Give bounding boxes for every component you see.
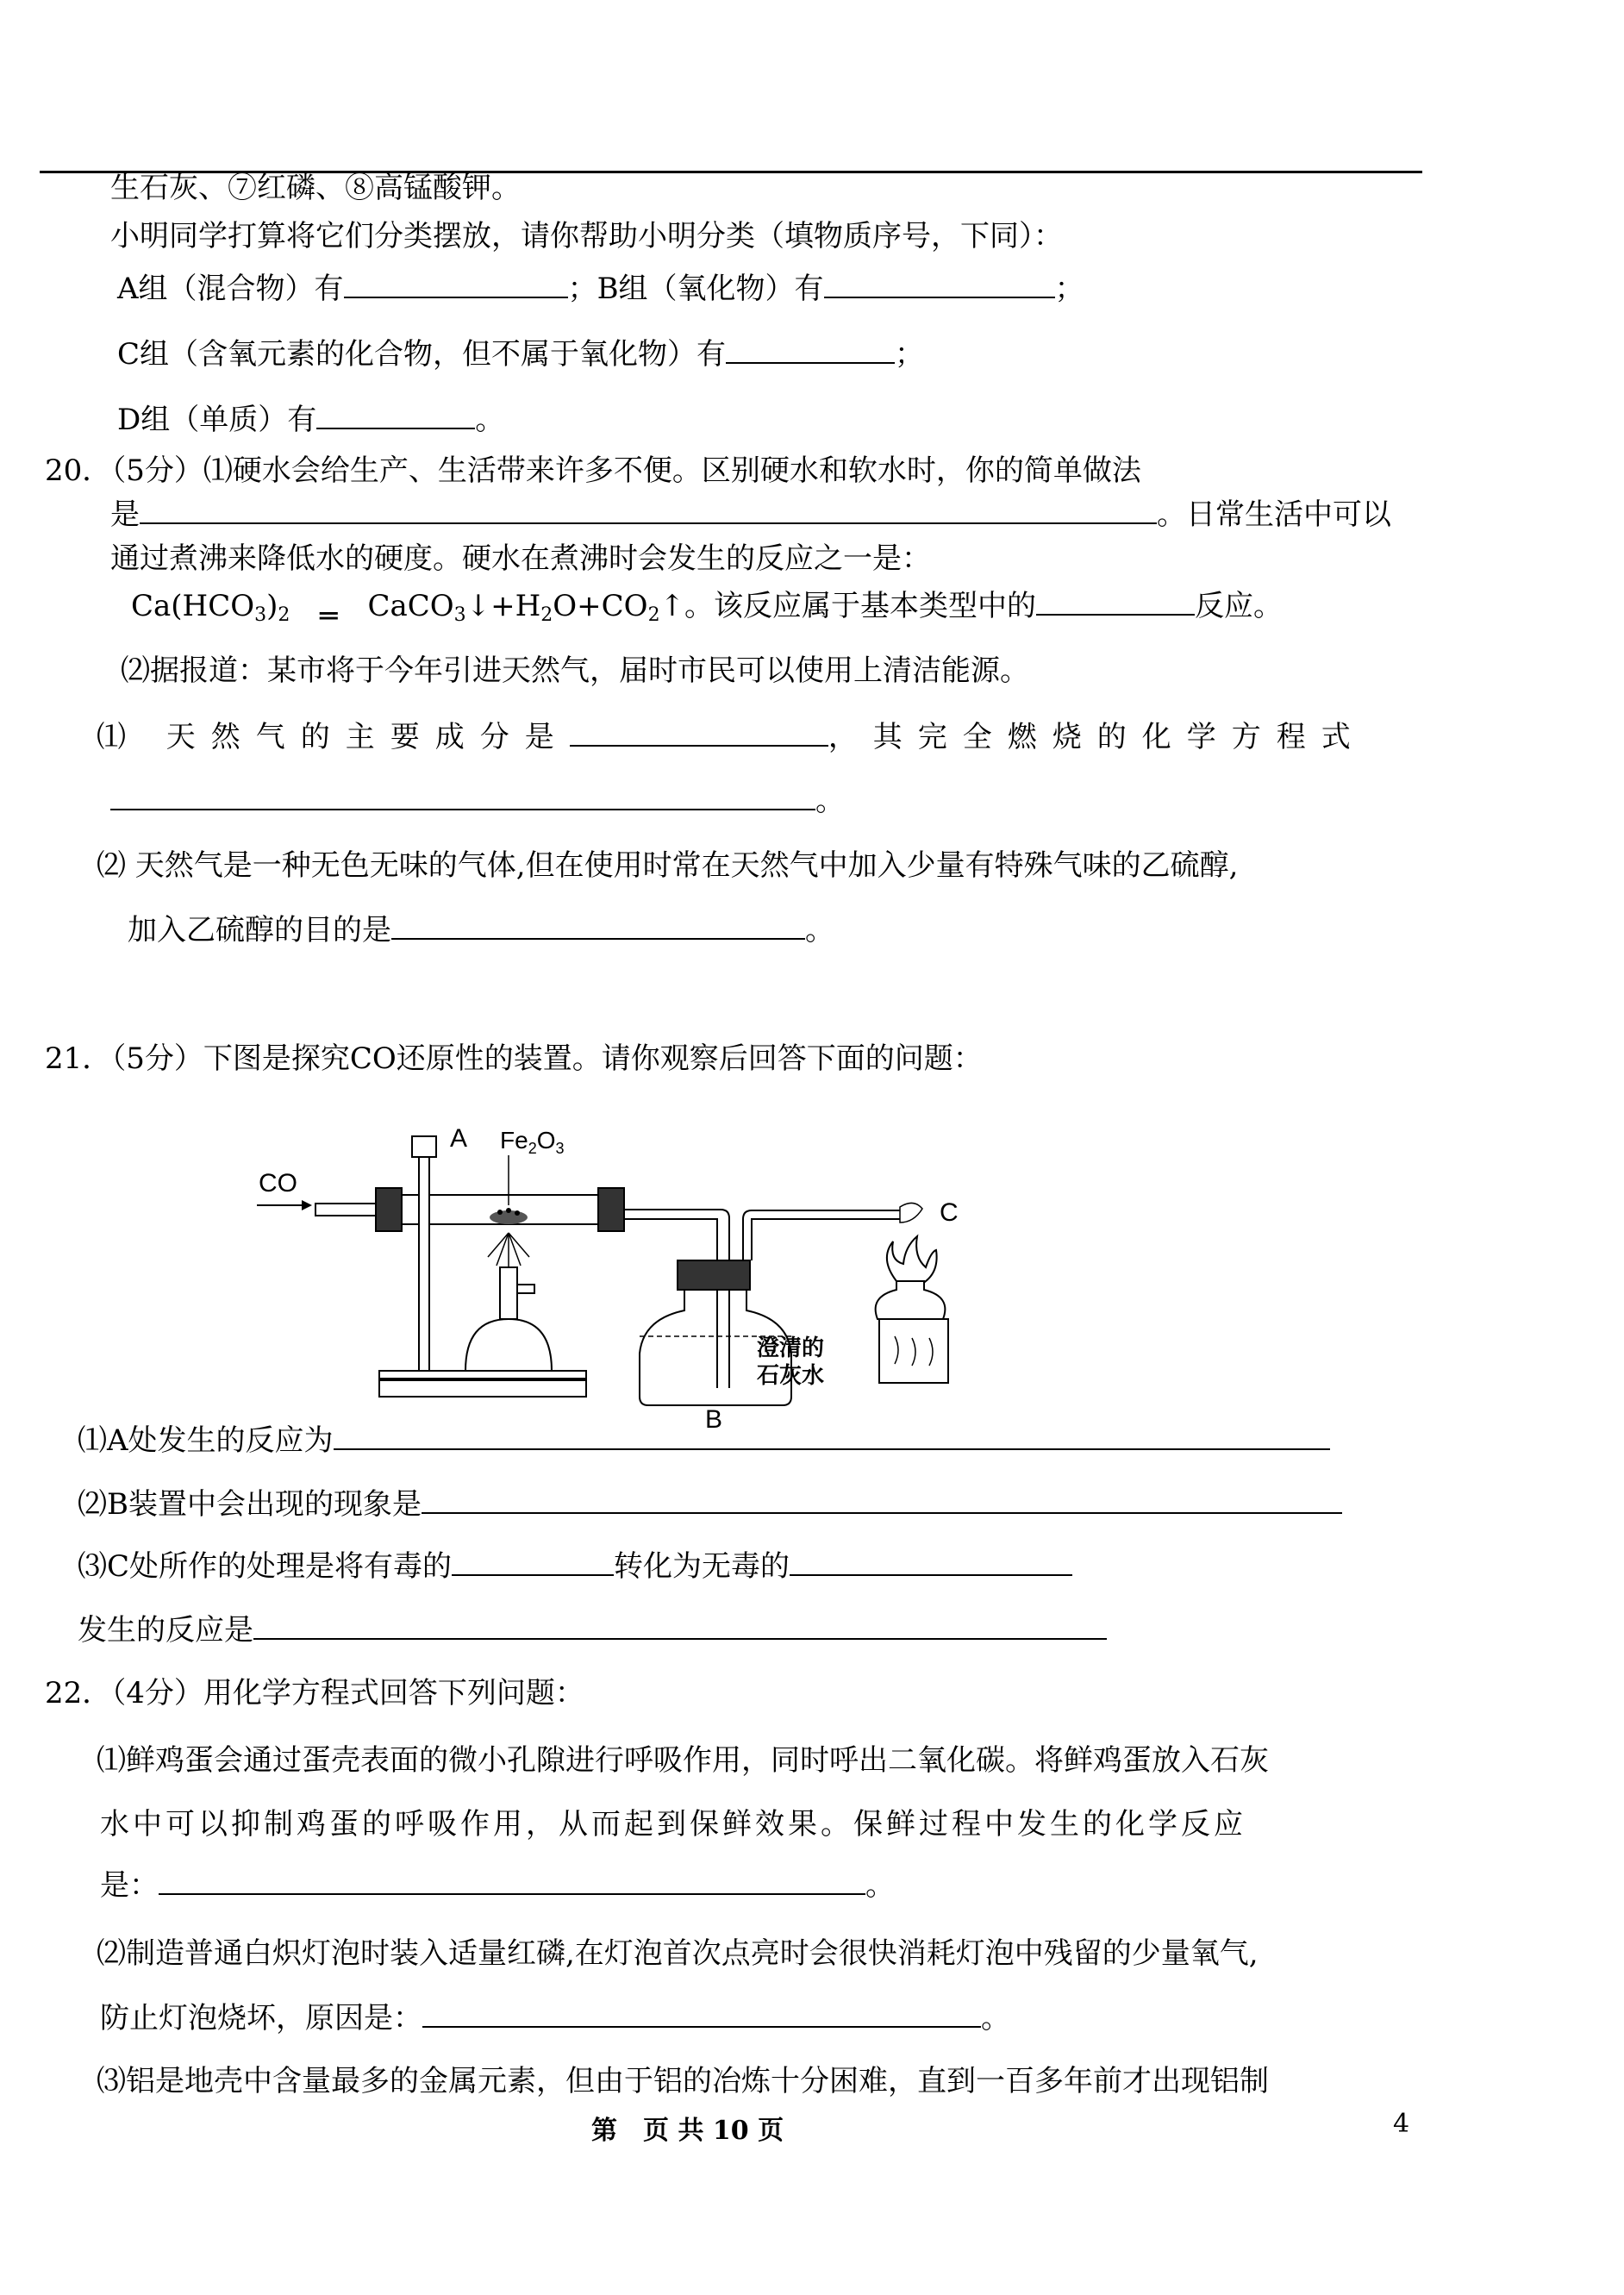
group-c-label: C组（含氧元素的化合物，但不属于氧化物）有 — [117, 337, 727, 372]
q19-group-c: C组（含氧元素的化合物，但不属于氧化物）有 ； — [117, 337, 925, 372]
q20-sub2: ⑵ 天然气是一种无色无味的气体,但在使用时常在天然气中加入少量有特殊气味的乙硫醇, — [97, 848, 1239, 883]
burner-valve — [517, 1285, 534, 1293]
q20-line3: 通过煮沸来降低水的硬度。硬水在煮沸时会发生的反应之一是： — [110, 541, 931, 576]
group-b-label: B组（氧化物）有 — [597, 272, 824, 306]
bulb-reason-blank[interactable] — [422, 2000, 981, 2028]
q20-part2: ⑵据报道：某市将于今年引进天然气，届时市民可以使用上清洁能源。 — [121, 653, 1029, 688]
q22-p1b: 水中可以抑制鸡蛋的呼吸作用，从而起到保鲜效果。保鲜过程中发生的化学反应 — [100, 1807, 1246, 1842]
main-component-blank[interactable] — [570, 719, 828, 747]
group-d-blank[interactable] — [316, 402, 475, 429]
alcohol-lamp-flame — [887, 1236, 937, 1285]
q22-intro: 22．（4分）用化学方程式回答下列问题： — [45, 1676, 584, 1710]
group-a-label: A组（混合物）有 — [117, 272, 344, 306]
q22-p2a: ⑵制造普通白炽灯泡时装入适量红磷,在灯泡首次点亮时会很快消耗灯泡中残留的少量氧气, — [97, 1936, 1259, 1971]
page-footer: 第 页 共 10 页 — [591, 2116, 784, 2146]
q22-p1c: 是： 。 — [100, 1868, 895, 1903]
q20-sub1-line2: 。 — [110, 783, 845, 818]
stand-base — [379, 1371, 586, 1397]
limewater-label-1: 澄清的 — [757, 1335, 825, 1360]
group-b-blank[interactable] — [824, 271, 1055, 298]
right-stopper — [598, 1188, 624, 1231]
combustion-equation-blank[interactable] — [110, 783, 815, 810]
co-label: CO — [259, 1169, 297, 1198]
q20-intro: 20．（5分）⑴硬水会给生产、生活带来许多不便。区别硬水和软水时，你的简单做法 — [45, 453, 1141, 488]
stand-rod — [419, 1147, 429, 1397]
tail-gas-flame — [900, 1203, 922, 1223]
q20-line2: 是 。日常生活中可以 — [110, 497, 1391, 532]
q20-method-blank[interactable] — [140, 497, 1157, 524]
q19-group-a-b: A组（混合物）有 ；B组（氧化物）有 ； — [117, 272, 1084, 306]
left-stopper — [376, 1188, 402, 1231]
q19-line1: 生石灰、⑦红磷、⑧高锰酸钾。 — [110, 171, 521, 205]
q21-part-a: ⑴A处发生的反应为 — [78, 1423, 1330, 1458]
toxic-substance-blank[interactable] — [452, 1548, 614, 1576]
co-reduction-apparatus-diagram — [250, 1112, 991, 1431]
alcohol-lamp — [876, 1281, 946, 1319]
burner-flame — [488, 1233, 529, 1267]
q20-sub1: ⑴ 天然气的主要成分是 ，其完全燃烧的化学方程式 — [97, 720, 1366, 754]
reaction-a-blank[interactable] — [334, 1423, 1330, 1450]
group-a-blank[interactable] — [344, 271, 568, 298]
equals-sign: ═ — [320, 599, 338, 634]
q21-intro: 21．（5分）下图是探究CO还原性的装置。请你观察后回答下面的问题： — [45, 1041, 983, 1076]
clamp — [412, 1136, 436, 1157]
egg-reaction-blank[interactable] — [159, 1867, 865, 1895]
co-inlet-arrow — [257, 1200, 312, 1210]
group-c-blank[interactable] — [726, 336, 895, 364]
q21-part-c-reaction: 发生的反应是 — [78, 1612, 1107, 1648]
q22-p3a: ⑶铝是地壳中含量最多的金属元素，但由于铝的冶炼十分困难，直到一百多年前才出现铝制 — [97, 2064, 1269, 2098]
fe2o3-powder — [490, 1208, 528, 1224]
burner-body — [465, 1319, 552, 1371]
burner-tube — [500, 1267, 517, 1319]
nontoxic-substance-blank[interactable] — [790, 1548, 1072, 1576]
q20-sub2-line2: 加入乙硫醇的目的是 。 — [128, 913, 834, 947]
bottle-stopper — [678, 1260, 750, 1290]
phenomenon-b-blank[interactable] — [422, 1486, 1342, 1514]
outlet-tube — [743, 1210, 900, 1260]
lamp-stand — [879, 1319, 948, 1383]
connecting-tube — [624, 1210, 729, 1263]
q22-p1a: ⑴鲜鸡蛋会通过蛋壳表面的微小孔隙进行呼吸作用，同时呼出二氧化碳。将鲜鸡蛋放入石灰 — [97, 1743, 1269, 1778]
label-a: A — [450, 1124, 468, 1153]
label-c: C — [940, 1198, 959, 1227]
group-d-label: D组（单质）有 — [117, 403, 317, 437]
reaction-c-blank[interactable] — [253, 1612, 1107, 1640]
inlet-tube — [315, 1204, 376, 1216]
q19-group-d: D组（单质）有 。 — [117, 403, 505, 437]
label-b: B — [705, 1405, 723, 1431]
q21-part-b: ⑵B装置中会出现的现象是 — [78, 1486, 1342, 1522]
limewater-label-2: 石灰水 — [757, 1362, 825, 1388]
purpose-blank[interactable] — [391, 912, 805, 940]
fe2o3-label: $Fe_2O_3$ — [500, 1127, 565, 1157]
reaction-type-blank[interactable] — [1036, 588, 1195, 616]
q22-p2b: 防止灯泡烧坏，原因是： 。 — [100, 2001, 1010, 2035]
page-number: 4 — [1393, 2109, 1410, 2139]
q21-part-c: ⑶C处所作的处理是将有毒的 转化为无毒的 — [78, 1548, 1072, 1584]
q20-equation: $Ca(HCO_3)_2$ ═ $CaCO_3↓+H_2O+CO_2↑$。该反应属于基本类型中的 反应。 — [131, 589, 1284, 634]
q19-line2: 小明同学打算将它们分类摆放，请你帮助小明分类（填物质序号，下同）： — [110, 219, 1063, 253]
